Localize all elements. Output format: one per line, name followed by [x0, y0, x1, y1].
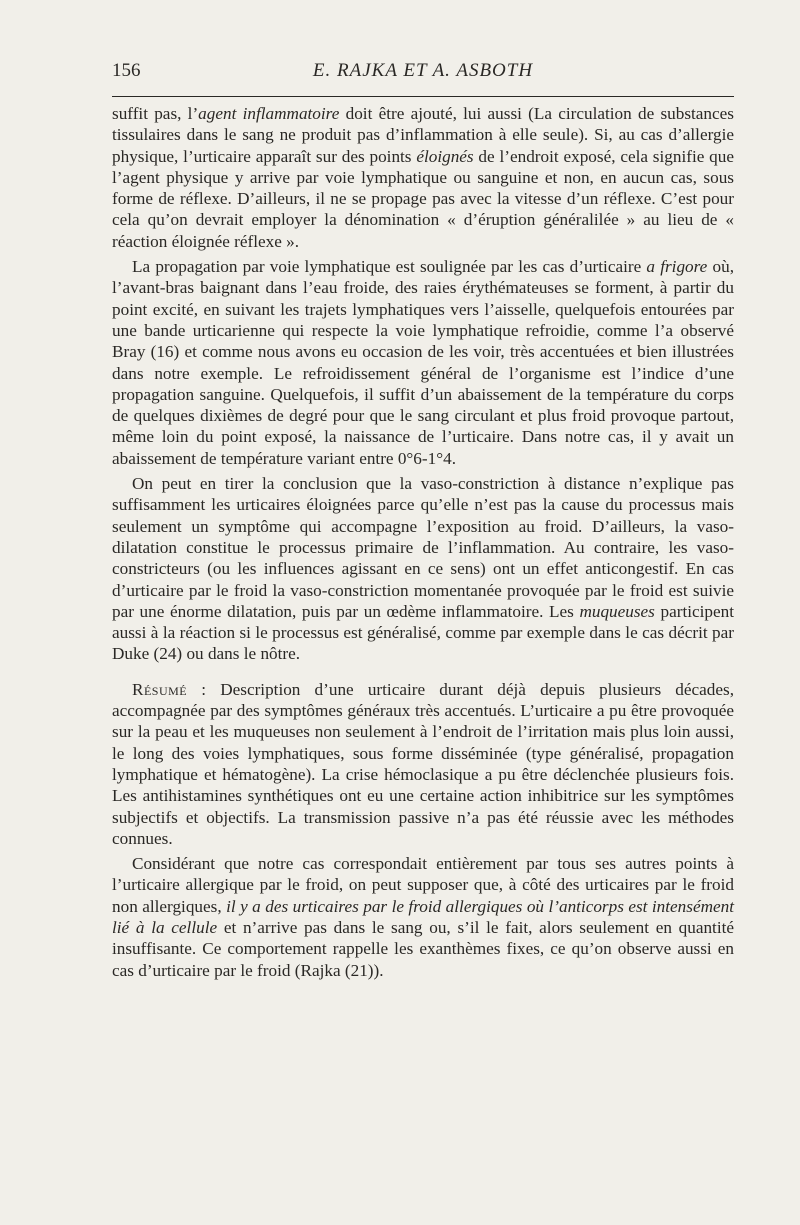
text-run: doit être ajouté, lui aussi (La circulation de substances tissulaires dans le sang ne produit pas d’inflammation à elle seule). Si, au cas d’allergie physique, l’urticaire apparaît sur des points — [112, 104, 734, 166]
italic-run: muqueuses — [579, 601, 655, 621]
italic-run: il y a des urticaires par le froid allergiques où l’anticorps est intensément lié à la cellule — [112, 896, 734, 937]
text-run: et n’arrive pas dans le sang ou, s’il le fait, alors seulement en quantité insuffisante. Ce comportement rappelle les exanthèmes fixes, ce qu’on observe aussi en cas d’urticaire par le froid (Rajka (21)). — [112, 917, 734, 980]
resume-label: Résumé — [132, 679, 188, 699]
text-run: Considérant que notre cas correspondait entièrement par tous ses autres points à l’urticaire allergique par le froid, on peut supposer que, à côté des urticaires par le froid non allergiques, — [112, 854, 734, 916]
text-run: où, l’avant-bras baignant dans l’eau froide, des raies érythémateuses se forment, à partir du point excité, en suivant les trajets lymphatiques vers l’aisselle, quelquefois entourées par une bande urticarienne qui respecte la voie lymphatique refroidie, comme l’a observé Bray (16) et comme nous avons eu occasion de les voir, très accentuées et bien illustrées dans notre exemple. Le refroidissement général de l’organisme est l’indice d’une propagation sanguine. Quelquefois, il suffit d’un abaissement de la température du corps de quelques dixièmes de degré pour que le sang circulant et plus froid provoque partout, même loin du point exposé, la naissance de l’urticaire. Dans notre cas, il y avait un abaissement de température variant entre 0°6-1°4. — [112, 257, 734, 468]
text-run: de l’endroit exposé, cela signifie que l’agent physique y arrive par voie lymphatique ou sanguine et non, en aucun cas, sous forme de réflexe. D’ailleurs, il ne se propage pas avec la vitesse d’un réflexe. C’est pour cela qu’on devrait employer la dénomination « d’éruption généralilée » au lieu de « réaction éloignée réflexe ». — [112, 146, 734, 251]
running-title: E. RAJKA ET A. ASBOTH — [312, 60, 534, 81]
body-text — [112, 103, 734, 985]
text-run: La propagation par voie lymphatique est soulignée par les cas d’urticaire — [132, 257, 647, 277]
paragraph-final — [112, 853, 734, 981]
italic-run: a frigore — [646, 257, 708, 277]
page-number: 156 — [112, 60, 141, 81]
italic-run: éloignés — [416, 146, 474, 166]
text-run: participent aussi à la réaction si le processus est généralisé, comme par exemple dans le cas décrit par Duke (24) ou dans le nôtre. — [112, 601, 734, 664]
paragraph-conclusion — [112, 473, 734, 665]
text-run: suffit pas, l’ — [112, 104, 199, 123]
paragraph-continuation — [112, 103, 734, 252]
running-header — [112, 56, 734, 86]
header-rule — [112, 96, 734, 97]
paragraph-propagation — [112, 256, 734, 469]
paragraph-resume — [112, 679, 734, 849]
text-run: On peut en tirer la conclusion que la vaso-constriction à distance n’explique pas suffisamment les urticaires éloignées parce qu’elle n’est pas la cause du processus mais seulement un symptôme qui accompagne l’exposition au froid. D’ailleurs, la vaso-dilatation constitue le processus primaire de l’inflammation. Au contraire, les vaso-constricteurs (ou les influences agissant en ce sens) ont un effet anticongestif. En cas d’urticaire par le froid la vaso-constriction momentanée provoquée par le froid est suivie par une énorme dilatation, puis par un œdème inflammatoire. Les — [112, 474, 734, 621]
text-run: : Description d’une urticaire durant déjà depuis plusieurs décades, accompagnée par des symptômes généraux très accentués. L’urticaire a pu être provoquée sur la peau et les muqueuses non seulement à l’endroit de l’irritation mais plus loin aussi, le long des voies lymphatiques, sous forme disséminée (type généralisé, propagation lymphatique et hématogène). La crise hémoclasique a pu être déclenchée plusieurs fois. Les antihistamines synthétiques ont eu une certaine action inhibitrice sur les symptômes subjectifs et objectifs. La transmission passive n’a pas été réussie avec les méthodes connues. — [112, 679, 734, 848]
italic-run: agent inflammatoire — [198, 104, 340, 123]
